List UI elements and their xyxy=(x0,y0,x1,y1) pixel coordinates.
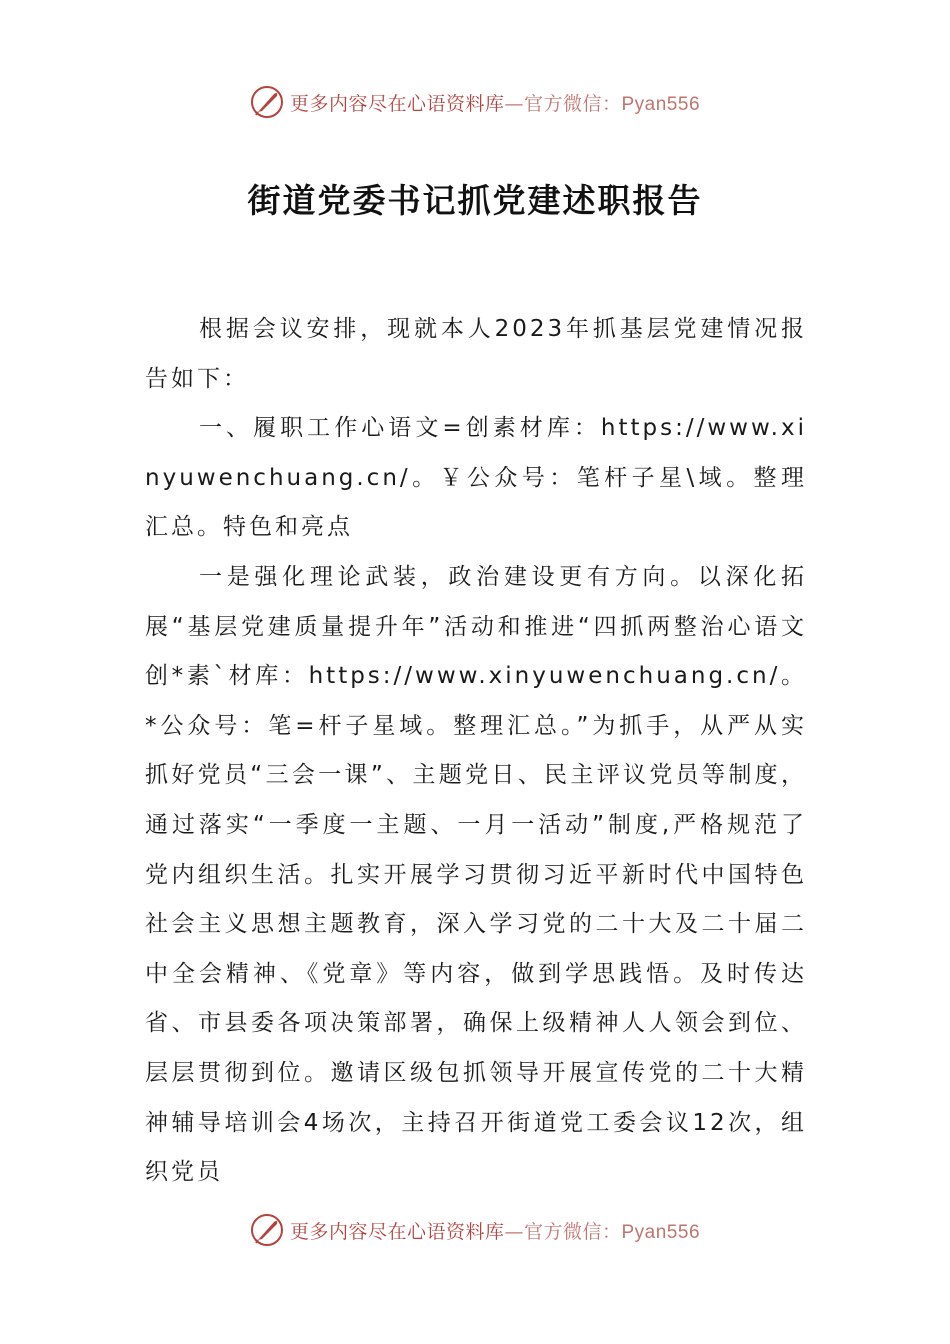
document-body xyxy=(145,305,807,1198)
paragraph-section-heading: 一、履职工作心语文=创素材库：https://www.xinyuwenchuang.cn/。￥公众号：笔杆子星\域。整理汇总。特色和亮点 xyxy=(145,415,807,541)
watermark-text: 更多内容尽在心语资料库—官方微信：Pyan556 xyxy=(289,92,701,115)
quill-logo-icon xyxy=(250,85,284,119)
quill-logo-icon xyxy=(250,1213,284,1247)
document-title: 街道党委书记抓党建述职报告 xyxy=(247,181,703,220)
watermark-banner-top xyxy=(0,82,950,122)
watermark-text: 更多内容尽在心语资料库—官方微信：Pyan556 xyxy=(289,1220,701,1243)
watermark-banner-bottom xyxy=(0,1210,950,1250)
paragraph-theory: 一是强化理论武装，政治建设更有方向。以深化拓展“基层党建质量提升年”活动和推进“四抓两整治心语文创*素`材库：https://www.xinyuwenchuang.cn/。*公众号：笔=杆子星域。整理汇总。”为抓手，从严从实抓好党员“三会一课”、主题党日、民主评议党员等制度，通过落实“一季度一主题、一月一活动”制度,严格规范了党内组织生活。扎实开展学习贯彻习近平新时代中国特色社会主义思想主题教育，深入学习党的二十大及二十届二中全会精神、《党章》等内容，做到学思践悟。及时传达省、市县委各项决策部署，确保上级精神人人领会到位、层层贯彻到位。邀请区级包抓领导开展宣传党的二十大精神辅导培训会4场次，主持召开街道党工委会议12次，组织党员 xyxy=(145,563,807,1186)
paragraph-intro: 根据会议安排，现就本人2023年抓基层党建情况报告如下： xyxy=(145,316,807,392)
